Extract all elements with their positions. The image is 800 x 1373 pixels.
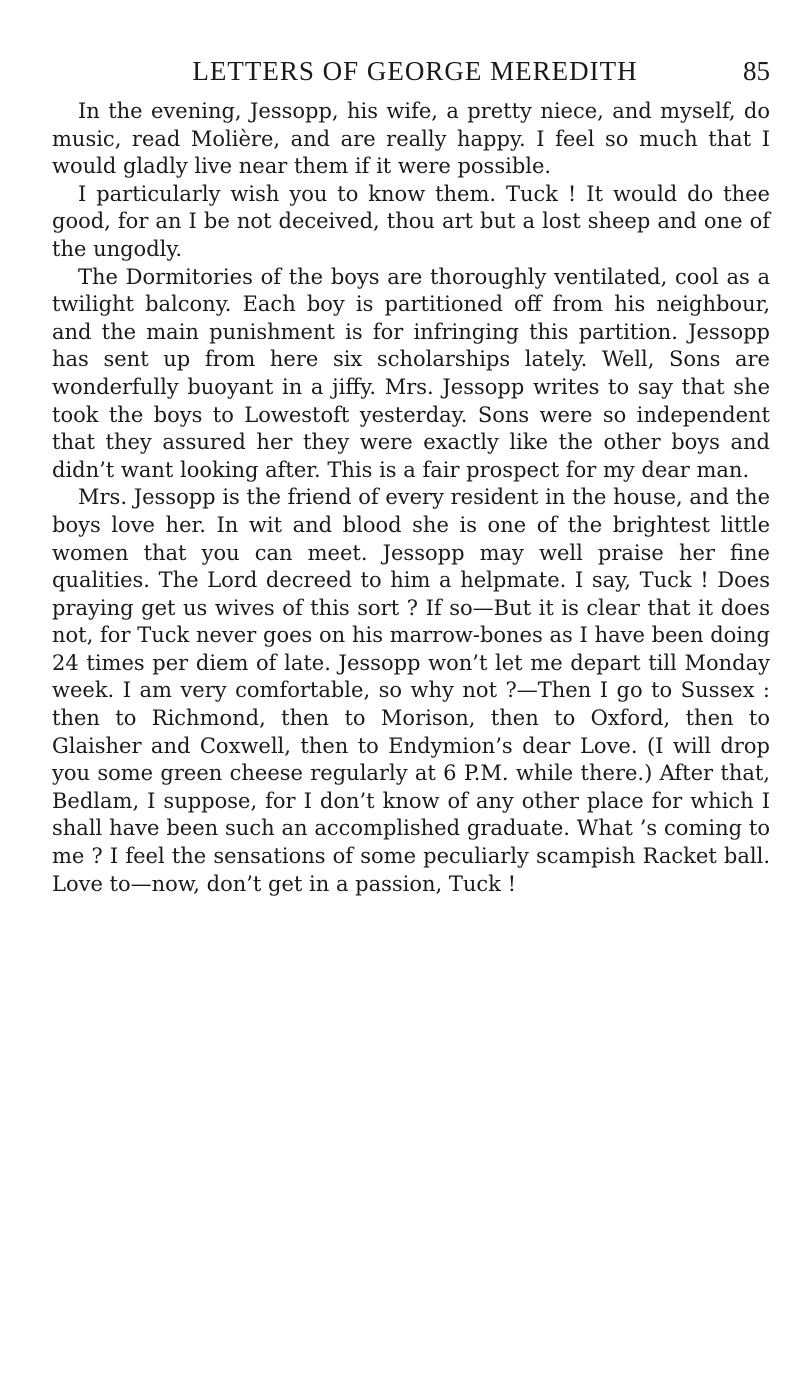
page-number: 85	[743, 56, 770, 86]
paragraph-3: The Dormitories of the boys are thoroughly ventilated, cool as a twilight balcony. Each boy is partitioned off from his neighbour, and the main punishment is for infringing this partition. Jessopp has sent up from here six scholarships lately. Well, Sons are wonderfully buoyant in a jiffy. Mrs. Jessopp writes to say that she took the boys to Lowestoft yesterday. Sons were so independent that they assured her they were exactly like the other boys and didn’t want looking after. This is a fair prospect for my dear man.	[52, 264, 770, 482]
running-head	[60, 56, 770, 92]
running-title: LETTERS OF GEORGE MEREDITH	[192, 56, 638, 86]
paragraph-4: Mrs. Jessopp is the friend of every resident in the house, and the boys love her. In wit and blood she is one of the brightest little women that you can meet. Jessopp may well praise her fine qualities. The Lord decreed to him a helpmate. I say, Tuck ! Does praying get us wives of this sort ? If so—But it is clear that it does not, for Tuck never goes on his marrow-bones as I have been doing 24 times per diem of late. Jessopp won’t let me depart till Monday week. I am very comfortable, so why not ?—Then I go to Sussex : then to Richmond, then to Morison, then to Oxford, then to Glaisher and Coxwell, then to Endymion’s dear Love. (I will drop you some green cheese regularly at 6 P.M. while there.) After that, Bedlam, I suppose, for I don’t know of any other place for which I shall have been such an accomplished graduate. What ’s coming to me ? I feel the sensations of some peculiarly scampish Racket ball. Love to—now, don’t get in a passion, Tuck !	[52, 485, 770, 896]
paragraph-1: In the evening, Jessopp, his wife, a pretty niece, and myself, do music, read Molière, and are really happy. I feel so much that I would gladly live near them if it were possible.	[52, 99, 770, 179]
paragraph-2: I particularly wish you to know them. Tuck ! It would do thee good, for an I be not deceived, thou art but a lost sheep and one of the ungodly.	[52, 181, 770, 261]
body-text	[52, 98, 770, 898]
